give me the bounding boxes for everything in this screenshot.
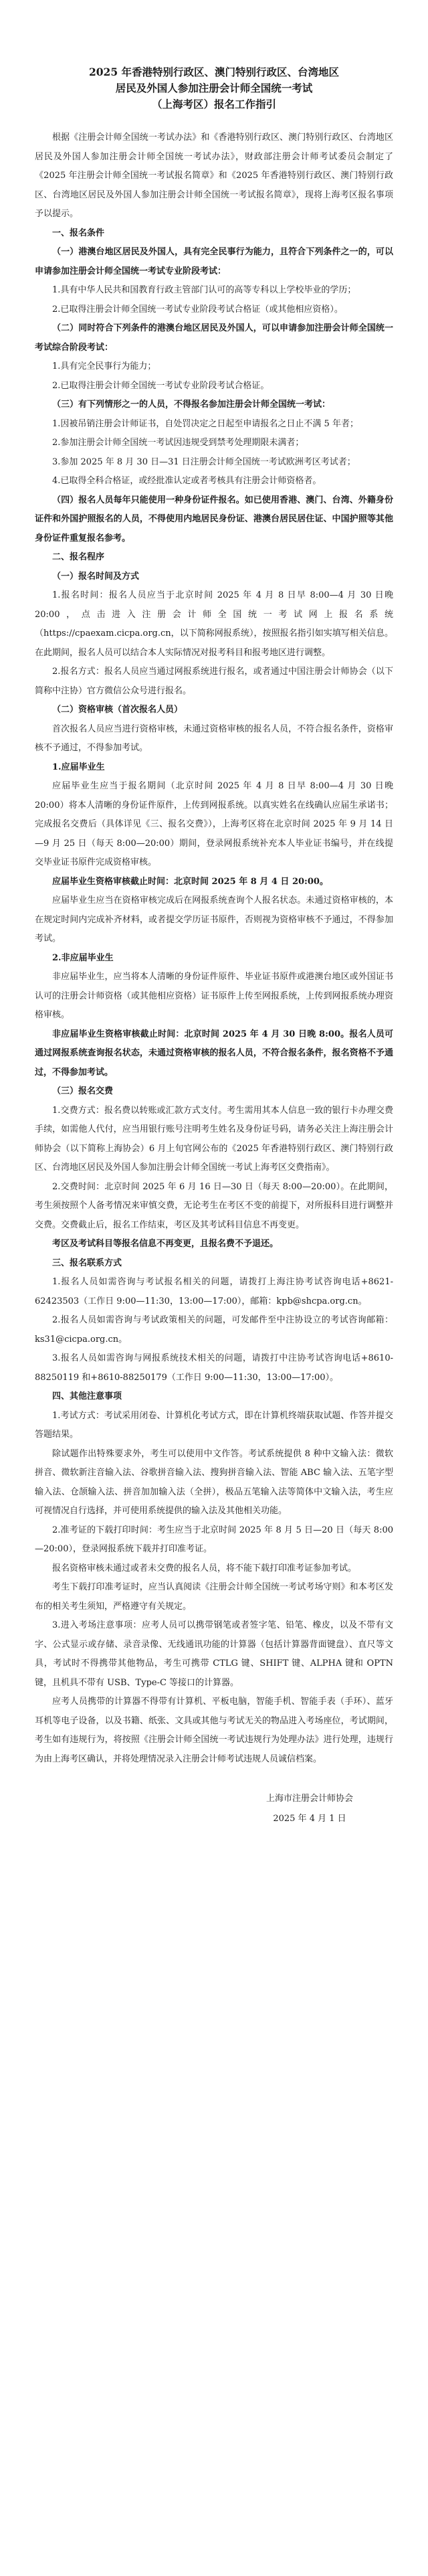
notice-item: 除试题作出特殊要求外，考生可以使用中文作答。考试系统提供 8 种中文输入法：微软拼音、微软新注音输入法、谷歌拼音输入法、搜狗拼音输入法、智能 ABC 输入法、五笔字型输入法、仓颉输入法、拼音加加输入法（全拼），极品五笔输入法等简体中文输入法，考生应可视情况自行选择，并可使用系统提供的输入法及其他相关功能。 [35, 1448, 393, 1516]
section-1-sub-1-item: 1.具有中华人民共和国教育行政主管部门认可的高等专科以上学校毕业的学历； [52, 285, 356, 295]
section-2-sub-2: （二）资格审核（首次报名人员） [52, 705, 183, 715]
graduate-heading: 1.应届毕业生 [52, 762, 105, 772]
section-1-heading: 一、报名条件 [52, 228, 105, 238]
signature-date: 2025 年 4 月 1 日 [273, 1814, 346, 1824]
notice-item: 1.考试方式：考试采用闭卷、计算机化考试方式，即在计算机终端获取试题、作答并提交答题结果。 [35, 1410, 393, 1440]
notice-item: 报名资格审核未通过或者未交费的报名人员，将不能下载打印准考证参加考试。 [52, 1563, 357, 1573]
section-3-heading: 三、报名联系方式 [52, 1258, 122, 1268]
section-1-sub-1-item: 2.已取得注册会计师全国统一考试专业阶段考试合格证（或其他相应资格）。 [52, 304, 343, 315]
graduate-paragraph-2: 应届毕业生应当在资格审核完成后在网报系统查询个人报名状态。未通过资格审核的，本在规定时间内完成补齐材料，或者提交学历证书原件，否则视为资格审核不予通过，不得参加考试。 [35, 895, 393, 944]
section-2-sub-1: （一）报名时间及方式 [52, 571, 140, 582]
section-2-heading: 二、报名程序 [52, 552, 105, 562]
signature-block [35, 1789, 393, 1829]
fee-item: 2.交费时间：北京时间 2025 年 6 月 16 日—30 日（每天 8:00—20:00）。在此期间，考生须按照个人备考情况来审慎交费，无论考生在考区不变的前提下，对所报科目进行调整并交费。交费截止后，报名工作结束，考区及其考试科目信息不再变更。 [35, 1181, 393, 1230]
section-1-sub-3-item: 4.已取得全科合格证，或经批准认定或者考核具有注册会计师资格者。 [52, 476, 322, 486]
section-1-sub-2: （二）同时符合下列条件的港澳台地区居民及外国人，可以申请参加注册会计师全国统一考试综合阶段考试： [35, 323, 393, 353]
title-line-2: 居民及外国人参加注册会计师全国统一考试 [115, 82, 313, 94]
contact-item: 3.报名人员如需咨询与网报系统技术相关的问题，请拨打中注协考试咨询电话+8610-88250119 和+8610-88250179（工作日 9:00—11:30，13:00—17:00）。 [35, 1353, 393, 1383]
contact-item: 1.报名人员如需咨询与考试报名相关的问题，请拨打上海注协考试咨询电话+8621-62423503（工作日 9:00—11:30，13:00—17:00），邮箱：kpb@shcpa.org.cn。 [35, 1277, 393, 1306]
non-graduate-heading: 2.非应届毕业生 [52, 952, 114, 963]
title-line-3: （上海考区）报名工作指引 [151, 98, 276, 110]
notice-item: 应考人员携带的计算器不得带有计算机、平板电脑，智能手机、智能手表（手环）、蓝牙耳机等电子设备，以及书籍、纸张、文具或其他与考试无关的物品进入考场座位，考试期间，考生如有违规行为，将按照《注册会计师全国统一考试违规行为处理办法》进行处理，违规行为由上海考区确认，并将处理情况录入注册会计师考试违规人员诚信档案。 [35, 1697, 393, 1764]
fee-notice: 考区及考试科目等报名信息不再变更，且报名费不予退还。 [52, 1239, 279, 1249]
section-2-sub-1-item: 2.报名方式：报名人员应当通过网报系统进行报名，或者通过中国注册会计师协会（以下简称中注协）官方微信公众号进行报名。 [35, 667, 393, 696]
section-4-heading: 四、其他注意事项 [52, 1391, 122, 1401]
notice-item: 3.进入考场注意事项：应考人员可以携带钢笔或者签字笔、铅笔、橡皮，以及不带有文字、公式显示或存储、录音录像、无线通讯功能的计算器（包括计算器背面键盘）、直尺等文具，考试时不得携带其他物品，考生可携带 CTLG 键、SHIFT 键、ALPHA 键和 OPTN 键，且机具不带有 USB、Type-C 等接口的计算器。 [35, 1620, 393, 1688]
graduate-paragraph: 应届毕业生应当于报名期间（北京时间 2025 年 4 月 8 日早 8:00—4 月 30 日晚 20:00）将本人清晰的身份证件原件，上传到网报系统。以真实姓名在线确认应届生承诺书；完成报名交费后（具体详见《三、报名交费》），上海考区将在北京时间 2025 年 9 月 14 日—9 月 25 日（每天 8:00—20:00）期间，登录网报系统补充本人毕业证书编号，并在线提交毕业证书原件完成资格审核。 [35, 781, 393, 867]
section-2-sub-1-item: 1.报名时间：报名人员应当于北京时间 2025 年 4 月 8 日早 8:00—4 月 30 日晚 20:00，点击进入注册会计师全国统一考试网上报名系统（https://cpaexam.cicpa.org.cn，以下简称网报系统），按照报名指引如实填写相关信息。在此期间，报名人员可以结合本人实际情况对报考科目和报考地区进行调整。 [35, 590, 393, 658]
section-1-sub-2-item: 1.具有完全民事行为能力； [52, 361, 156, 371]
section-1-sub-3: （三）有下列情形之一的人员，不得报名参加注册会计师全国统一考试： [52, 400, 331, 410]
graduate-deadline: 应届毕业生资格审核截止时间：北京时间 2025 年 8 月 4 日 20:00。 [52, 876, 328, 887]
section-1-sub-1: （一）港澳台地区居民及外国人，具有完全民事行为能力，且符合下列条件之一的，可以申请参加注册会计师全国统一考试专业阶段考试： [35, 247, 393, 276]
notice-item: 考生下载打印准考证时，应当认真阅读《注册会计师全国统一考试考场守则》和本考区发布的相关考生须知，严格遵守有关规定。 [35, 1582, 393, 1612]
section-1-sub-3-item: 1.因被吊销注册会计师证书，自处罚决定之日起至申请报名之日止不满 5 年者； [52, 418, 358, 429]
section-2-sub-3: （三）报名交费 [52, 1086, 114, 1096]
section-1-sub-3-item: 2.参加注册会计师全国统一考试因违规受到禁考处理期限未满者； [52, 438, 304, 448]
document-title [35, 64, 393, 112]
signature-org: 上海市注册会计师协会 [265, 1794, 353, 1804]
non-graduate-paragraph: 非应届毕业生，应当将本人清晰的身份证件原件、毕业证书原件或港澳台地区或外国证书认可的注册会计师资格（或其他相应资格）证书原件上传至网报系统，上传到网报系统办理资格审核。 [35, 972, 393, 1020]
fee-item: 1.交费方式：报名费以转账或汇款方式支付。考生需用其本人信息一致的银行卡办理交费手续，如需他人代付，应当用银行账号注明考生姓名及身份证号码，请务必关注上海注册会计师协会（以下简称上海协会）6 月上旬官网公布的《2025 年香港特别行政区、澳门特别行政区、台湾地区居民及外国人参加注册会计师全国统一考试上海考区交费指南》。 [35, 1105, 393, 1173]
title-line-1: 2025 年香港特别行政区、澳门特别行政区、台湾地区 [88, 66, 340, 78]
section-1-sub-3-item: 3.参加 2025 年 8 月 30 日—31 日注册会计师全国统一考试欧洲考区考试者； [52, 456, 356, 467]
section-1-sub-4: （四）报名人员每年只能使用一种身份证件报名。如已使用香港、澳门、台湾、外籍身份证件和外国护照报名的人员，不得使用内地居民身份证、港澳台居民居住证、中国护照等其他身份证件重复报名参考。 [35, 495, 393, 543]
section-2-sub-2-intro: 首次报名人员应当进行资格审核，未通过资格审核的报名人员，不符合报名条件，资格审核不予通过，不得参加考试。 [35, 723, 393, 753]
intro-paragraph: 根据《注册会计师全国统一考试办法》和《香港特别行政区、澳门特别行政区、台湾地区居民及外国人参加注册会计师全国统一考试办法》，财政部注册会计师考试委员会制定了《2025 年注册会计师全国统一考试报名简章》和《2025 年香港特别行政区、澳门特别行政区、台湾地区居民及外国人参加注册会计师全国统一考试报名简章》，现将上海考区报名事项予以提示。 [35, 133, 393, 219]
section-1-sub-2-item: 2.已取得注册会计师全国统一考试专业阶段考试合格证。 [52, 380, 270, 391]
notice-item: 2.准考证的下载打印时间：考生应当于北京时间 2025 年 8 月 5 日—20 日（每天 8:00—20:00），登录网报系统下载并打印准考证。 [35, 1525, 393, 1554]
non-graduate-deadline: 非应届毕业生资格审核截止时间：北京时间 2025 年 4 月 30 日晚 8:00。报名人员可通过网报系统查询报名状态，未通过资格审核的报名人员，不符合报名条件，报名资格不予通过，不得参加考试。 [35, 1029, 393, 1078]
contact-item: 2.报名人员如需咨询与考试政策相关的问题，可发邮件至中注协设立的考试咨询邮箱：ks31@cicpa.org.cn。 [35, 1315, 393, 1345]
